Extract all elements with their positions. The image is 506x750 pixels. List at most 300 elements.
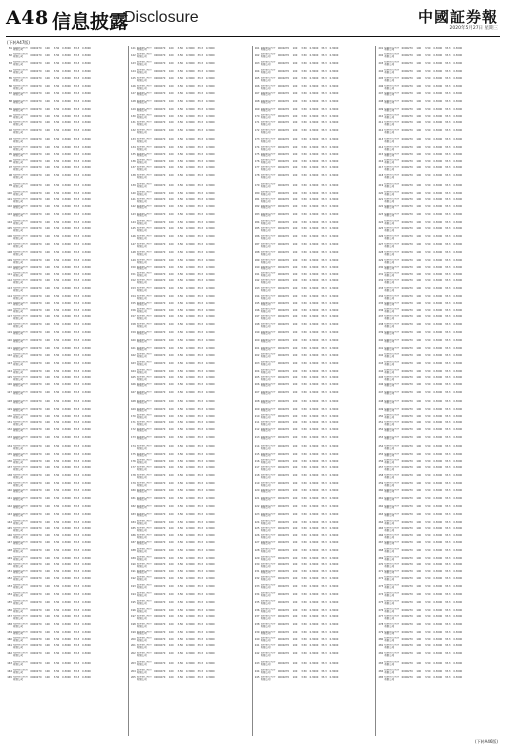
table-cell: 0000270	[154, 474, 166, 478]
table-row	[131, 46, 250, 53]
table-cell: 100	[416, 204, 422, 208]
table-cell: 招商银行股份有限公司	[384, 459, 400, 465]
table-row	[378, 46, 497, 53]
table-cell: 0.3000	[185, 287, 195, 291]
table-cell: 3.50	[53, 548, 60, 552]
table-cell: 0000270	[30, 496, 42, 500]
table-cell: 100	[45, 204, 50, 208]
table-cell: 100	[292, 174, 298, 178]
table-cell: 0000270	[277, 259, 290, 263]
table-cell: 33.3	[321, 46, 327, 50]
table-cell: 0000270	[154, 61, 166, 65]
table-cell: 33.3	[444, 496, 451, 500]
table-cell: 0000270	[30, 407, 42, 411]
table-cell: 0.3000	[205, 474, 215, 478]
table-cell: 3.50	[301, 584, 307, 588]
table-cell: 3.50	[177, 331, 184, 335]
table-cell: 0.3000	[62, 69, 71, 73]
table-cell: 招商银行股份有限公司	[136, 584, 152, 590]
table-cell: 0000270	[154, 146, 166, 150]
table-cell: 0000270	[30, 61, 42, 65]
table-cell: 193	[130, 584, 136, 588]
table-row	[378, 294, 497, 301]
table-cell: 3.50	[424, 669, 431, 673]
table-cell: 3.50	[53, 489, 60, 493]
table-cell: 3.50	[424, 644, 431, 648]
table-cell: 招商银行股份有限公司	[136, 556, 152, 562]
table-cell: 160	[130, 339, 136, 343]
table-cell: 0.3000	[205, 570, 215, 574]
table-cell: 3.50	[424, 520, 431, 524]
table-cell: 33.3	[444, 279, 451, 283]
table-cell: 0.3000	[329, 251, 339, 255]
table-cell: 33.3	[321, 496, 327, 500]
table-cell: 33.3	[444, 676, 451, 680]
table-cell: 100	[416, 301, 422, 305]
table-cell: 0000270	[277, 400, 290, 404]
table-cell: 100	[292, 661, 298, 665]
table-cell: 33.3	[321, 615, 327, 619]
table-cell: 招商银行股份有限公司	[13, 466, 29, 471]
table-cell: 278	[378, 623, 384, 627]
table-cell: 3.50	[53, 435, 60, 439]
table-cell: 0000270	[277, 121, 290, 125]
table-cell: 0000270	[154, 548, 166, 552]
table-cell: 0.3000	[309, 107, 319, 111]
table-cell: 100	[292, 361, 298, 365]
table-cell: 3.50	[53, 504, 60, 508]
table-cell: 0.3000	[309, 669, 319, 673]
table-cell: 0.3000	[329, 146, 339, 150]
table-cell: 3.50	[301, 166, 307, 170]
table-cell: 100	[168, 676, 174, 680]
table-cell: 0.3000	[309, 489, 319, 493]
table-cell: 0.3000	[433, 520, 443, 524]
table-cell: 100	[292, 339, 298, 343]
table-cell: 0.3000	[62, 453, 71, 457]
table-cell: 3.50	[53, 166, 60, 170]
table-cell: 0000270	[154, 272, 166, 276]
table-cell: 招商银行股份有限公司	[260, 191, 276, 196]
table-cell: 258	[378, 474, 384, 478]
table-row	[378, 369, 497, 376]
table-cell: 100	[45, 369, 50, 373]
table-cell: 100	[416, 220, 422, 224]
table-cell: 33.3	[197, 198, 204, 202]
table-cell: 招商银行股份有限公司	[13, 294, 29, 300]
table-cell: 招商银行股份有限公司	[13, 435, 29, 441]
table-cell: 244	[378, 369, 384, 373]
table-row	[7, 466, 126, 473]
table-cell: 154	[130, 295, 136, 299]
table-cell: 0.3000	[329, 295, 339, 299]
table-cell: 33.3	[73, 138, 80, 142]
table-cell: 167	[254, 92, 260, 96]
table-cell: 3.50	[424, 61, 431, 65]
table-cell: 3.50	[301, 445, 307, 449]
table-cell: 招商银行股份有限公司	[13, 459, 29, 465]
table-cell: 187	[130, 540, 136, 544]
table-cell: 0.3000	[185, 623, 195, 627]
table-cell: 招商银行股份有限公司	[136, 512, 152, 518]
table-cell: 0000270	[30, 204, 42, 208]
table-row	[131, 434, 250, 443]
table-row	[378, 258, 497, 265]
table-cell: 33.3	[197, 183, 204, 187]
table-row	[131, 53, 250, 60]
table-cell: 0.3000	[329, 369, 339, 373]
table-cell: 3.50	[424, 414, 431, 418]
table-cell: 33.3	[321, 435, 327, 439]
table-cell: 招商银行股份有限公司	[384, 576, 400, 582]
table-cell: 100	[45, 251, 50, 255]
table-cell: 3.50	[424, 512, 431, 516]
table-row	[378, 98, 497, 107]
table-cell: 0.3000	[309, 623, 319, 627]
table-cell: 0.3000	[453, 369, 463, 373]
table-cell: 3.50	[53, 227, 60, 231]
table-cell: 招商银行股份有限公司	[13, 99, 29, 105]
table-cell: 213	[378, 138, 384, 142]
table-cell: 招商银行股份有限公司	[13, 220, 29, 226]
table-cell: 招商银行股份有限公司	[260, 174, 276, 179]
table-cell: 招商银行股份有限公司	[384, 622, 400, 628]
table-cell: 0.3000	[309, 159, 319, 163]
table-cell: 0.3000	[185, 100, 195, 104]
table-cell: 100	[45, 53, 50, 57]
table-cell: 0.3000	[309, 652, 319, 656]
table-cell: 招商银行股份有限公司	[384, 608, 400, 613]
table-cell: 招商银行股份有限公司	[260, 382, 276, 388]
table-row	[7, 301, 126, 308]
table-cell: 招商银行股份有限公司	[13, 314, 29, 320]
table-cell: 187	[254, 243, 260, 247]
table-cell: 100	[292, 191, 298, 195]
table-cell: 33.3	[73, 361, 80, 365]
table-cell: 33.3	[444, 159, 451, 163]
table-cell: 0.3000	[62, 121, 71, 125]
table-cell: 招商银行股份有限公司	[136, 128, 152, 134]
table-cell: 100	[292, 556, 298, 560]
table-cell: 100	[168, 459, 174, 463]
table-cell: 33.3	[197, 166, 204, 170]
table-cell: 0.3000	[329, 584, 339, 588]
table-cell: 0.3000	[309, 563, 319, 567]
table-row	[255, 272, 374, 279]
table-row	[7, 389, 126, 398]
table-row	[7, 511, 126, 520]
table-cell: 0000270	[30, 644, 42, 648]
table-row	[7, 265, 126, 272]
table-cell: 0000270	[401, 114, 413, 118]
table-cell: 招商银行股份有限公司	[384, 99, 400, 105]
table-cell: 171	[130, 421, 136, 425]
table-cell: 0.3000	[433, 390, 443, 394]
table-cell: 33.3	[197, 584, 204, 588]
table-cell: 0.3000	[205, 61, 215, 65]
table-cell: 100	[416, 661, 422, 665]
table-cell: 205	[130, 676, 136, 680]
table-row	[7, 258, 126, 265]
table-cell: 0.3000	[433, 608, 443, 612]
table-cell: 3.50	[53, 77, 60, 81]
table-row	[7, 127, 126, 136]
table-cell: 33.3	[197, 265, 204, 269]
table-cell: 0.3000	[205, 644, 215, 648]
table-cell: 100	[292, 534, 298, 538]
table-cell: 0.3000	[329, 459, 339, 463]
table-cell: 0.3000	[309, 121, 319, 125]
table-cell: 招商银行股份有限公司	[136, 204, 152, 210]
table-row	[131, 382, 250, 389]
table-cell: 33.3	[197, 414, 204, 418]
table-cell: 3.50	[301, 331, 307, 335]
table-cell: 183	[254, 212, 260, 216]
table-cell: 100	[292, 100, 298, 104]
table-cell: 175	[254, 153, 260, 157]
table-cell: 33.3	[73, 92, 80, 96]
table-cell: 33.3	[321, 153, 327, 157]
table-cell: 招商银行股份有限公司	[384, 128, 400, 134]
table-cell: 0.3000	[82, 615, 91, 619]
table-cell: 100	[416, 212, 422, 216]
table-cell: 3.50	[177, 637, 184, 641]
table-cell: 33.3	[444, 227, 451, 231]
table-cell: 0.3000	[433, 212, 443, 216]
table-cell: 0000270	[30, 107, 42, 111]
table-cell: 0.3000	[205, 466, 215, 470]
table-row	[131, 314, 250, 321]
table-cell: 0.3000	[82, 361, 91, 365]
table-row	[255, 84, 374, 91]
table-cell: 招商银行股份有限公司	[260, 504, 276, 510]
table-cell: 0.3000	[82, 204, 91, 208]
table-cell: 招商银行股份有限公司	[384, 435, 400, 441]
table-cell: 3.50	[301, 637, 307, 641]
table-cell: 3.50	[53, 382, 60, 386]
table-cell: 0000270	[154, 53, 166, 57]
table-cell: 0.3000	[62, 669, 71, 673]
table-cell: 0.3000	[82, 174, 91, 178]
table-cell: 0.3000	[62, 61, 71, 65]
table-cell: 0000270	[401, 77, 413, 81]
table-cell: 33.3	[197, 496, 204, 500]
table-cell: 3.50	[424, 69, 431, 73]
table-cell: 0.3000	[309, 400, 319, 404]
table-row	[131, 427, 250, 434]
table-cell: 0000270	[30, 676, 42, 680]
table-cell: 100	[168, 496, 174, 500]
table-cell: 100	[168, 556, 174, 560]
table-cell: 0.3000	[82, 445, 91, 449]
table-cell: 0.3000	[62, 339, 71, 343]
table-cell: 143	[130, 212, 136, 216]
table-cell: 198	[130, 623, 136, 627]
table-cell: 33.3	[197, 146, 204, 150]
table-cell: 100	[292, 592, 298, 596]
table-cell: 3.50	[301, 407, 307, 411]
table-cell: 0.3000	[433, 400, 443, 404]
table-cell: 245	[254, 676, 260, 680]
table-cell: 3.50	[424, 138, 431, 142]
table-cell: 0000270	[154, 527, 166, 531]
table-cell: 200	[254, 339, 260, 343]
table-cell: 33.3	[197, 445, 204, 449]
table-cell: 招商银行股份有限公司	[136, 496, 152, 502]
table-row	[255, 258, 374, 265]
table-cell: 3.50	[53, 315, 60, 319]
table-cell: 招商银行股份有限公司	[136, 322, 152, 328]
table-cell: 100	[168, 407, 174, 411]
table-cell: 190	[254, 265, 260, 269]
table-cell: 0.3000	[82, 46, 91, 50]
table-cell: 0.3000	[309, 421, 319, 425]
table-cell: 217	[378, 166, 384, 170]
table-cell: 0.3000	[82, 512, 91, 516]
table-cell: 100	[292, 631, 298, 635]
table-cell: 0.3000	[433, 676, 443, 680]
table-cell: 0.3000	[433, 584, 443, 588]
table-cell: 3.50	[424, 584, 431, 588]
table-cell: 281	[378, 644, 384, 648]
table-cell: 招商银行股份有限公司	[13, 197, 29, 203]
table-row	[7, 84, 126, 91]
table-cell: 0.3000	[433, 272, 443, 276]
table-cell: 100	[168, 323, 174, 327]
table-cell: 3.50	[177, 227, 184, 231]
table-cell: 100	[45, 235, 50, 239]
table-cell: 100	[416, 146, 422, 150]
table-cell: 3.50	[53, 146, 60, 150]
table-cell: 0.3000	[62, 466, 71, 470]
table-cell: 33.3	[73, 251, 80, 255]
table-cell: 100	[416, 592, 422, 596]
table-row	[378, 353, 497, 360]
table-cell: 招商银行股份有限公司	[136, 258, 152, 264]
table-cell: 33.3	[321, 390, 327, 394]
table-cell: 招商银行股份有限公司	[13, 533, 29, 539]
table-cell: 3.50	[177, 129, 184, 133]
table-row	[378, 337, 497, 346]
table-cell: 33.3	[73, 608, 80, 612]
table-cell: 97	[8, 166, 12, 170]
table-cell: 招商银行股份有限公司	[260, 278, 276, 284]
table-cell: 146	[130, 235, 136, 239]
table-cell: 100	[168, 489, 174, 493]
table-cell: 100	[168, 159, 174, 163]
table-cell: 招商银行股份有限公司	[260, 569, 276, 575]
table-cell: 0000270	[277, 376, 290, 380]
table-row	[7, 630, 126, 637]
table-cell: 33.3	[197, 474, 204, 478]
table-cell: 0.3000	[82, 114, 91, 118]
table-row	[255, 576, 374, 583]
table-cell: 招商银行股份有限公司	[260, 600, 276, 605]
table-cell: 100	[292, 259, 298, 263]
table-cell: 0.3000	[453, 227, 463, 231]
table-cell: 236	[378, 308, 384, 312]
table-cell: 33.3	[197, 376, 204, 380]
table-cell: 100	[416, 504, 422, 508]
table-cell: 100	[168, 121, 174, 125]
table-cell: 0000270	[277, 504, 290, 508]
table-cell: 0000270	[401, 369, 413, 373]
table-row	[131, 407, 250, 414]
table-cell: 221	[254, 496, 260, 500]
table-cell: 招商银行股份有限公司	[136, 382, 152, 388]
table-cell: 0.3000	[309, 323, 319, 327]
table-row	[255, 466, 374, 473]
table-cell: 100	[45, 623, 50, 627]
table-cell: 0.3000	[62, 652, 71, 656]
table-cell: 0.3000	[453, 361, 463, 365]
table-cell: 231	[254, 570, 260, 574]
table-cell: 3.50	[53, 174, 60, 178]
table-row	[378, 249, 497, 258]
table-cell: 0.3000	[205, 346, 215, 350]
table-cell: 100	[292, 421, 298, 425]
table-row	[7, 398, 126, 407]
table-cell: 0.3000	[433, 121, 443, 125]
table-cell: 0.3000	[205, 615, 215, 619]
table-cell: 0.3000	[185, 251, 195, 255]
table-cell: 100	[292, 376, 298, 380]
table-cell: 283	[378, 661, 384, 665]
table-cell: 152	[7, 576, 12, 580]
table-cell: 0.3000	[82, 637, 91, 641]
table-cell: 0000270	[154, 592, 166, 596]
table-cell: 33.3	[73, 382, 80, 386]
table-cell: 3.50	[53, 600, 60, 604]
table-cell: 0.3000	[82, 414, 91, 418]
table-cell: 3.50	[53, 212, 60, 216]
table-cell: 招商银行股份有限公司	[384, 220, 400, 226]
table-cell: 0.3000	[453, 482, 463, 486]
table-cell: 0000270	[154, 453, 166, 457]
table-cell: 招商银行股份有限公司	[136, 375, 152, 381]
table-cell: 100	[45, 520, 50, 524]
table-cell: 33.3	[321, 400, 327, 404]
table-cell: 100	[292, 474, 298, 478]
table-cell: 0000270	[30, 235, 42, 239]
table-cell: 100	[168, 527, 174, 531]
table-cell: 100	[168, 174, 174, 178]
table-cell: 招商银行股份有限公司	[136, 466, 152, 471]
table-cell: 231	[378, 272, 384, 276]
table-cell: 3.50	[424, 534, 431, 538]
table-cell: 0.3000	[205, 308, 215, 312]
table-cell: 0000270	[154, 295, 166, 299]
table-cell: 招商银行股份有限公司	[13, 622, 29, 628]
table-cell: 100	[416, 259, 422, 263]
table-cell: 0.3000	[433, 191, 443, 195]
table-cell: 0.3000	[205, 540, 215, 544]
table-cell: 0.3000	[82, 121, 91, 125]
table-cell: 0000270	[277, 459, 290, 463]
table-cell: 0.3000	[185, 382, 195, 386]
table-cell: 0.3000	[329, 390, 339, 394]
table-cell: 0.3000	[205, 227, 215, 231]
table-cell: 100	[45, 227, 50, 231]
table-cell: 招商银行股份有限公司	[13, 407, 29, 413]
table-cell: 100	[45, 608, 50, 612]
table-cell: 100	[416, 608, 422, 612]
table-cell: 0.3000	[82, 466, 91, 470]
table-cell: 100	[168, 637, 174, 641]
table-cell: 130	[130, 114, 136, 118]
table-cell: 0.3000	[62, 435, 71, 439]
table-cell: 3.50	[424, 615, 431, 619]
